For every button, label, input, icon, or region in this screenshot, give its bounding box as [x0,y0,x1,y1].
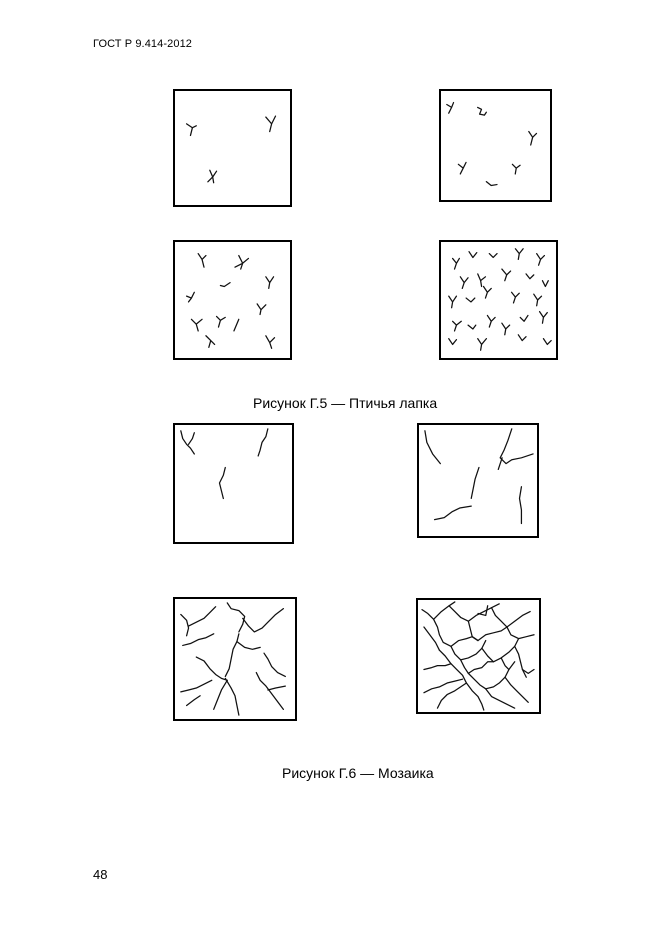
bird-foot-sample-1 [173,89,292,207]
figure-5-caption: Рисунок Г.5 — Птичья лапка [253,395,438,411]
mosaic-sample-4 [416,598,541,714]
figure-6-caption: Рисунок Г.6 — Мозаика [282,765,434,781]
mosaic-sample-3 [173,597,297,721]
bird-foot-sample-3 [173,240,292,360]
page-number: 48 [93,867,108,882]
bird-foot-sample-2 [439,89,552,202]
bird-foot-sample-4 [439,240,558,360]
document-code-header: ГОСТ Р 9.414-2012 [93,38,193,50]
mosaic-sample-2 [417,423,539,538]
mosaic-sample-1 [173,423,294,544]
